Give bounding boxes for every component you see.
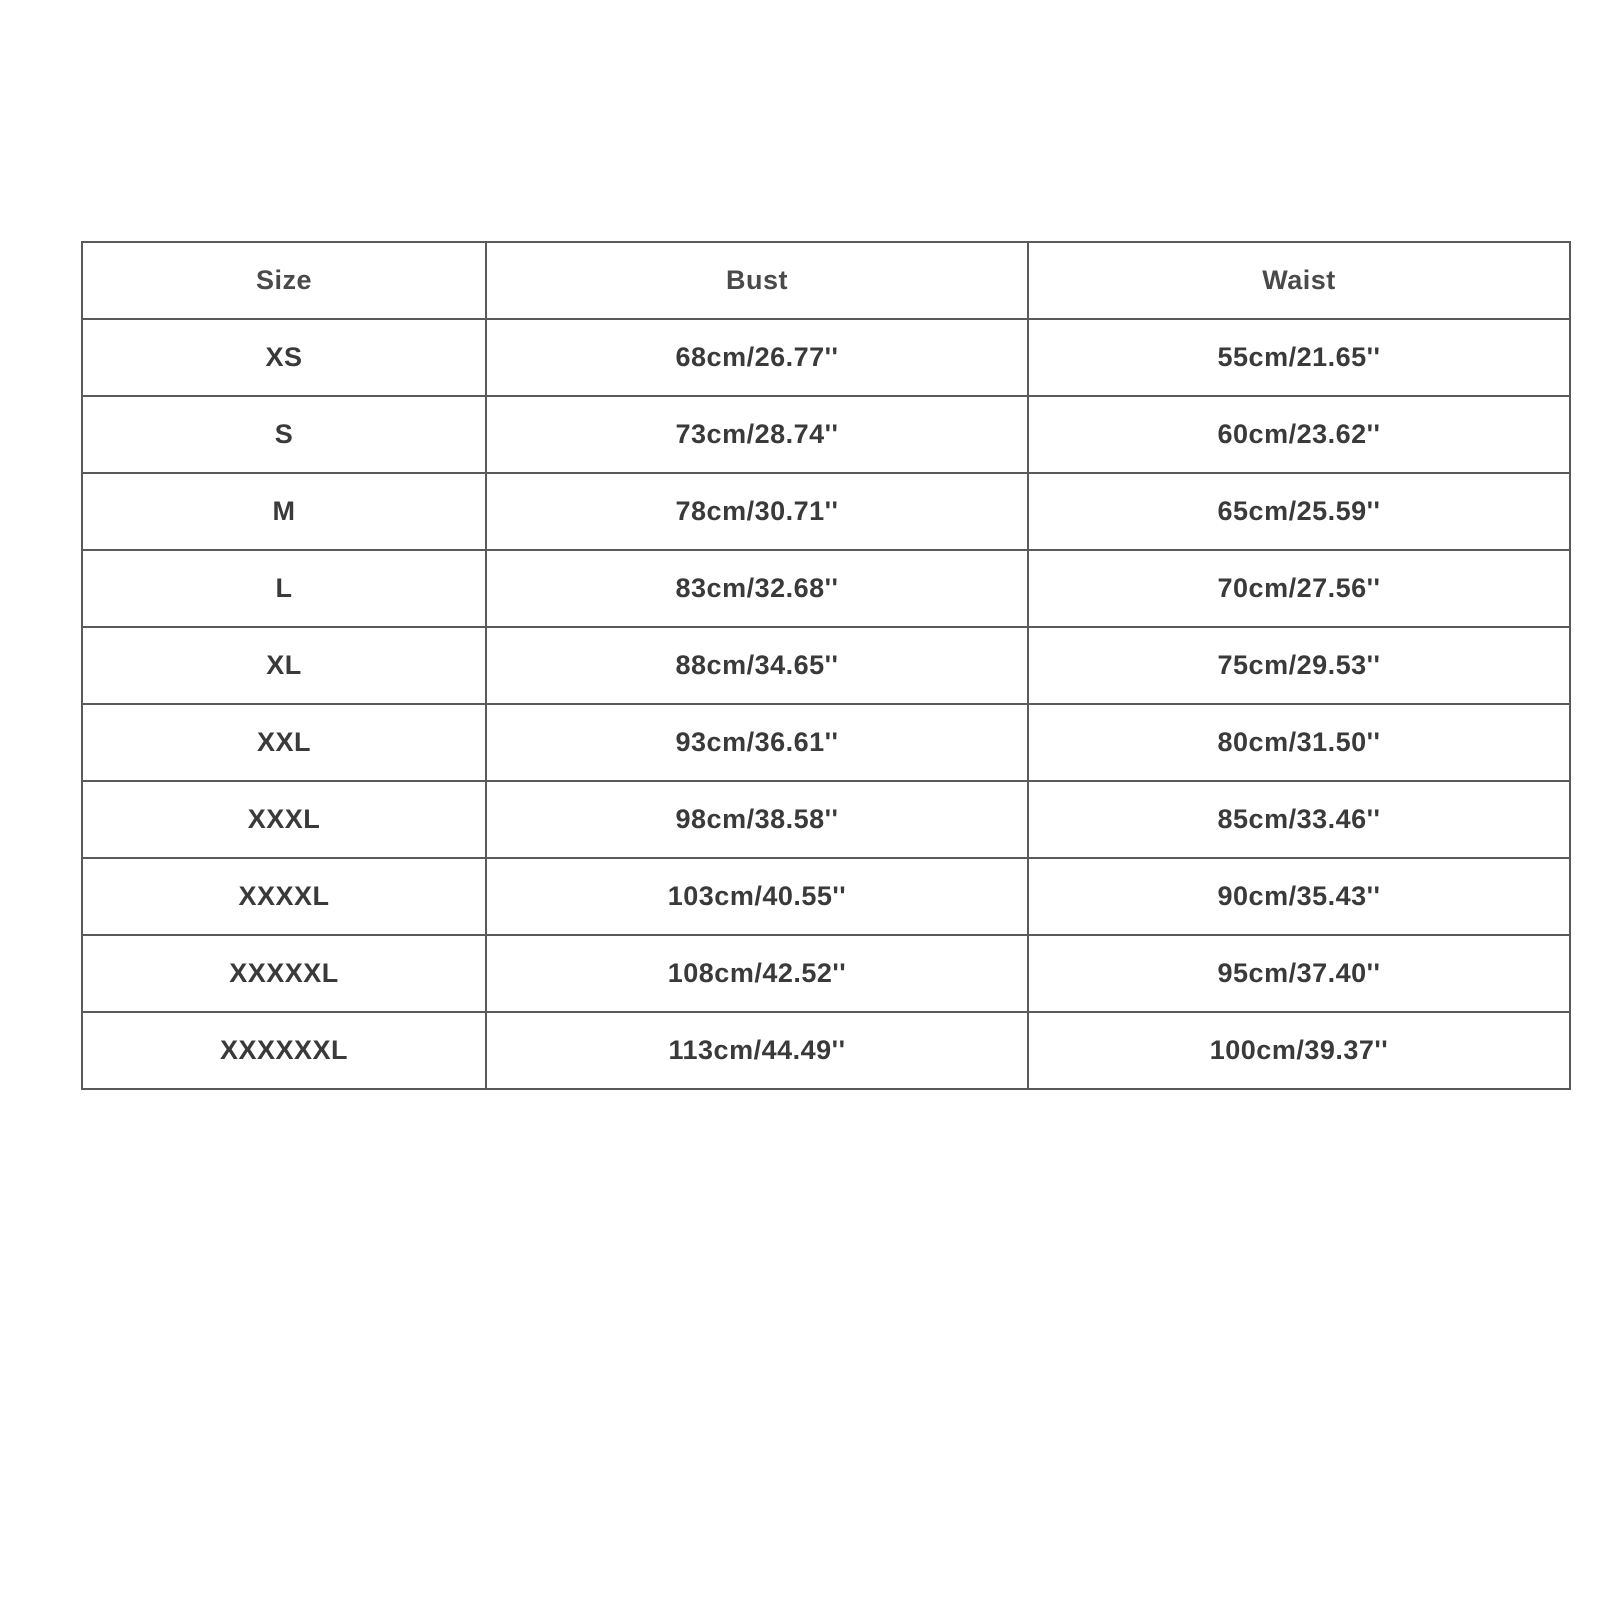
header-waist: Waist bbox=[1028, 242, 1570, 319]
waist-cell: 85cm/33.46'' bbox=[1028, 781, 1570, 858]
table-row bbox=[82, 396, 1570, 473]
table-row bbox=[82, 858, 1570, 935]
waist-cell: 60cm/23.62'' bbox=[1028, 396, 1570, 473]
size-chart-table bbox=[81, 241, 1571, 1090]
size-cell: XXXL bbox=[82, 781, 486, 858]
bust-cell: 93cm/36.61'' bbox=[486, 704, 1028, 781]
table-row bbox=[82, 473, 1570, 550]
waist-cell: 90cm/35.43'' bbox=[1028, 858, 1570, 935]
bust-cell: 103cm/40.55'' bbox=[486, 858, 1028, 935]
size-cell: XL bbox=[82, 627, 486, 704]
size-cell: XXXXXXL bbox=[82, 1012, 486, 1089]
table-header bbox=[82, 242, 1570, 319]
bust-cell: 98cm/38.58'' bbox=[486, 781, 1028, 858]
table-row bbox=[82, 704, 1570, 781]
header-bust: Bust bbox=[486, 242, 1028, 319]
waist-cell: 75cm/29.53'' bbox=[1028, 627, 1570, 704]
table-row bbox=[82, 781, 1570, 858]
waist-cell: 95cm/37.40'' bbox=[1028, 935, 1570, 1012]
size-cell: XXXXL bbox=[82, 858, 486, 935]
waist-cell: 100cm/39.37'' bbox=[1028, 1012, 1570, 1089]
bust-cell: 113cm/44.49'' bbox=[486, 1012, 1028, 1089]
size-cell: XS bbox=[82, 319, 486, 396]
header-row bbox=[82, 242, 1570, 319]
waist-cell: 65cm/25.59'' bbox=[1028, 473, 1570, 550]
header-size: Size bbox=[82, 242, 486, 319]
table-row bbox=[82, 319, 1570, 396]
size-cell: L bbox=[82, 550, 486, 627]
table-row bbox=[82, 550, 1570, 627]
bust-cell: 108cm/42.52'' bbox=[486, 935, 1028, 1012]
size-cell: M bbox=[82, 473, 486, 550]
bust-cell: 68cm/26.77'' bbox=[486, 319, 1028, 396]
table-row bbox=[82, 627, 1570, 704]
bust-cell: 83cm/32.68'' bbox=[486, 550, 1028, 627]
table-body bbox=[82, 319, 1570, 1089]
bust-cell: 88cm/34.65'' bbox=[486, 627, 1028, 704]
size-cell: XXL bbox=[82, 704, 486, 781]
size-cell: XXXXXL bbox=[82, 935, 486, 1012]
table-row bbox=[82, 1012, 1570, 1089]
size-cell: S bbox=[82, 396, 486, 473]
table-row bbox=[82, 935, 1570, 1012]
bust-cell: 73cm/28.74'' bbox=[486, 396, 1028, 473]
waist-cell: 80cm/31.50'' bbox=[1028, 704, 1570, 781]
waist-cell: 55cm/21.65'' bbox=[1028, 319, 1570, 396]
waist-cell: 70cm/27.56'' bbox=[1028, 550, 1570, 627]
bust-cell: 78cm/30.71'' bbox=[486, 473, 1028, 550]
